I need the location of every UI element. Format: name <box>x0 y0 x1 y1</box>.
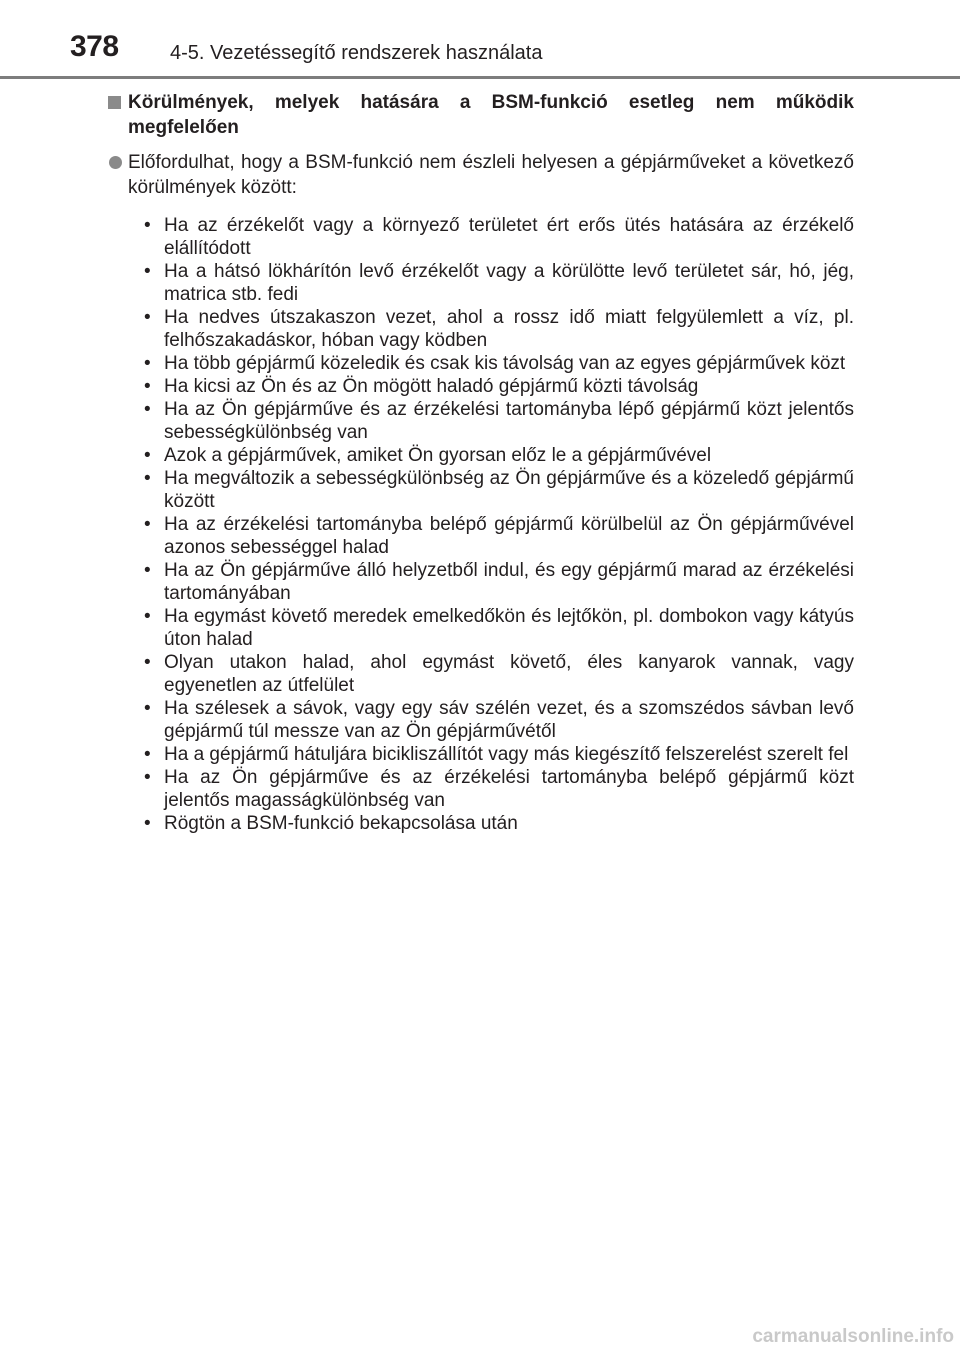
bullet-icon: • <box>144 468 151 489</box>
list-item: • Ha a gépjármű hátuljára bicikliszállítót vagy más kiegészítő felszerelést szerelt fel <box>144 744 849 765</box>
bullet-icon: • <box>144 445 151 466</box>
header-rule <box>0 76 960 79</box>
list-item: • Olyan utakon halad, ahol egymást követő, éles kanyarok vannak, vagy egyenetlen az útfelület <box>144 652 854 696</box>
page-header <box>0 0 960 80</box>
bullet-icon: • <box>144 376 151 397</box>
bullet-icon: • <box>144 744 151 765</box>
bullet-icon: • <box>144 353 151 374</box>
bullet-icon: • <box>144 767 151 788</box>
list-item: • Ha szélesek a sávok, vagy egy sáv szélén vezet, és a szomszédos sávban levő gépjármű túl messze van az Ön gépjárművétől <box>144 698 854 742</box>
bullet-icon: • <box>144 813 151 834</box>
bullet-icon: • <box>144 261 151 282</box>
bullet-icon: • <box>144 606 151 627</box>
bullet-icon: • <box>144 215 151 236</box>
intro-paragraph <box>108 150 854 200</box>
list-item: • Ha a hátsó lökhárítón levő érzékelőt vagy a körülötte levő területet sár, hó, jég, matrica stb. fedi <box>144 261 854 305</box>
list-item: • Ha az érzékelőt vagy a környező területet ért erős ütés hatására az érzékelő elállítódott <box>144 215 854 259</box>
page-number: 378 <box>70 30 119 63</box>
list-item: • Ha egymást követő meredek emelkedőkön és lejtőkön, pl. dombokon vagy kátyús úton halad <box>144 606 854 650</box>
list-item: • Ha az Ön gépjárműve és az érzékelési tartományba belépő gépjármű közt jelentős magasságkülönbség van <box>144 767 854 811</box>
bullet-icon: • <box>144 514 151 535</box>
intro-text: Előfordulhat, hogy a BSM-funkció nem észleli helyesen a gépjárműveket a következő körülmények között: <box>128 152 854 198</box>
list-item: • Ha az érzékelési tartományba belépő gépjármű körülbelül az Ön gépjárművével azonos sebességgel halad <box>144 514 854 558</box>
bullet-icon: • <box>144 652 151 673</box>
section-title: 4-5. Vezetéssegítő rendszerek használata <box>170 42 543 64</box>
heading-text: Körülmények, melyek hatására a BSM-funkció esetleg nem működik megfelelően <box>128 92 854 138</box>
subsection-heading <box>108 90 854 140</box>
bullet-icon: • <box>144 399 151 420</box>
bullet-icon: • <box>144 698 151 719</box>
square-icon <box>108 96 121 109</box>
list-item: • Azok a gépjárművek, amiket Ön gyorsan előz le a gépjárművével <box>144 445 712 466</box>
conditions-list <box>108 214 854 835</box>
list-item: • Ha nedves útszakaszon vezet, ahol a rossz idő miatt felgyülemlett a víz, pl. felhőszakadáskor, hóban vagy ködben <box>144 307 854 351</box>
list-item: • Ha az Ön gépjárműve és az érzékelési tartományba lépő gépjármű közt jelentős sebességkülönbség van <box>144 399 854 443</box>
list-item: • Ha az Ön gépjárműve álló helyzetből indul, és egy gépjármű marad az érzékelési tartományában <box>144 560 854 604</box>
list-item: • Ha kicsi az Ön és az Ön mögött haladó gépjármű közti távolság <box>144 376 699 397</box>
bullet-icon: • <box>144 307 151 328</box>
bullet-icon: • <box>144 560 151 581</box>
list-item: • Ha több gépjármű közeledik és csak kis távolság van az egyes gépjárművek közt <box>144 353 846 374</box>
list-item: • Rögtön a BSM-funkció bekapcsolása után <box>144 813 518 834</box>
list-item: • Ha megváltozik a sebességkülönbség az Ön gépjárműve és a közeledő gépjármű között <box>144 468 854 512</box>
page-content <box>108 90 854 835</box>
circle-icon <box>109 156 122 169</box>
watermark: carmanualsonline.info <box>752 1326 954 1347</box>
